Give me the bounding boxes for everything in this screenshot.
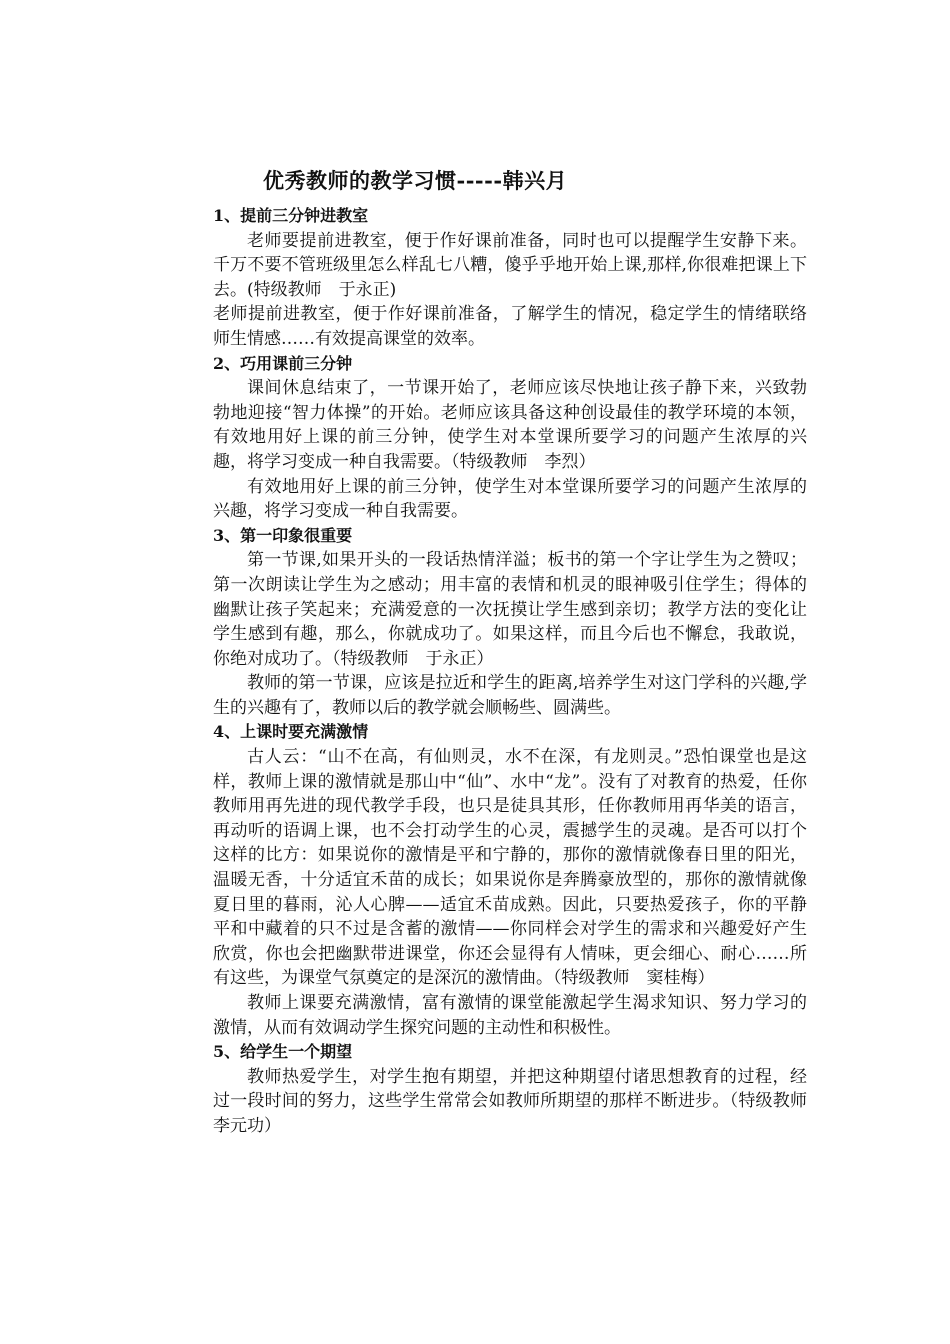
section-heading: 3、第一印象很重要	[213, 525, 353, 545]
paragraph: 第一节课,如果开头的一段话热情洋溢；板书的第一个字让学生为之赞叹；第一次朗读让学生为之感动；用丰富的表情和机灵的眼神吸引住学生；得体的幽默让孩子笑起来；充满爱意的一次抚摸让学生感到亲切；教学方法的变化让学生感到有趣，那么，你就成功了。如果这样，而且今后也不懈怠，我敢说，你绝对成功了。（特级教师 于永正）	[213, 550, 807, 669]
section-3	[213, 524, 807, 721]
paragraph: 教师的第一节课，应该是拉近和学生的距离,培养学生对这门学科的兴趣,学生的兴趣有了，教师以后的教学就会顺畅些、圆满些。	[213, 673, 807, 718]
paragraph: 老师要提前进教室，便于作好课前准备，同时也可以提醒学生安静下来。千万不要不管班级里怎么样乱七八糟，傻乎乎地开始上课,那样,你很难把课上下去。(特级教师 于永正)	[213, 230, 807, 300]
section-2	[213, 352, 807, 524]
section-heading: 5、给学生一个期望	[213, 1042, 353, 1062]
section-heading: 2、巧用课前三分钟	[213, 353, 353, 373]
document-page	[213, 166, 807, 1139]
section-5	[213, 1040, 807, 1138]
paragraph: 课间休息结束了，一节课开始了，老师应该尽快地让孩子静下来，兴致勃勃地迎接“智力体操”的开始。老师应该具备这种创设最佳的教学环境的本领，有效地用好上课的前三分钟，使学生对本堂课所要学习的问题产生浓厚的兴趣，将学习变成一种自我需要。（特级教师 李烈）	[213, 378, 807, 472]
section-4	[213, 720, 807, 1040]
document-title: 优秀教师的教学习惯-----韩兴月	[263, 168, 568, 193]
paragraph: 教师上课要充满激情，富有激情的课堂能激起学生渴求知识、努力学习的激情，从而有效调动学生探究问题的主动性和积极性。	[213, 993, 807, 1038]
section-heading: 1、提前三分钟进教室	[213, 206, 369, 225]
section-heading: 4、上课时要充满激情	[213, 722, 369, 742]
paragraph: 古人云：“山不在高，有仙则灵，水不在深，有龙则灵。”恐怕课堂也是这样，教师上课的激情就是那山中“仙”、水中“龙”。没有了对教育的热爱，任你教师用再先进的现代教学手段，也只是徒具其形，任你教师用再华美的语言，再动听的语调上课，也不会打动学生的心灵，震撼学生的灵魂。是否可以打个这样的比方：如果说你的激情是平和宁静的，那你的激情就像春日里的阳光，温暖无香，十分适宜禾苗的成长；如果说你是奔腾豪放型的，那你的激情就像夏日里的暮雨，沁人心脾——适宜禾苗成熟。因此，只要热爱孩子，你的平静平和中藏着的只不过是含蓄的激情——你同样会对学生的需求和兴趣爱好产生欣赏，你也会把幽默带进课堂，你还会显得有人情味，更会细心、耐心……所有这些，为课堂气氛奠定的是深沉的激情曲。（特级教师 窦桂梅）	[213, 747, 807, 989]
paragraph: 老师提前进教室，便于作好课前准备，了解学生的情况，稳定学生的情绪联络师生情感……有效提高课堂的效率。	[213, 304, 807, 349]
paragraph: 有效地用好上课的前三分钟，使学生对本堂课所要学习的问题产生浓厚的兴趣，将学习变成一种自我需要。	[213, 476, 807, 522]
section-1	[213, 204, 807, 352]
paragraph: 教师热爱学生，对学生抱有期望，并把这种期望付诸思想教育的过程，经过一段时间的努力，这些学生常常会如教师所期望的那样不断进步。（特级教师李元功）	[213, 1066, 807, 1136]
